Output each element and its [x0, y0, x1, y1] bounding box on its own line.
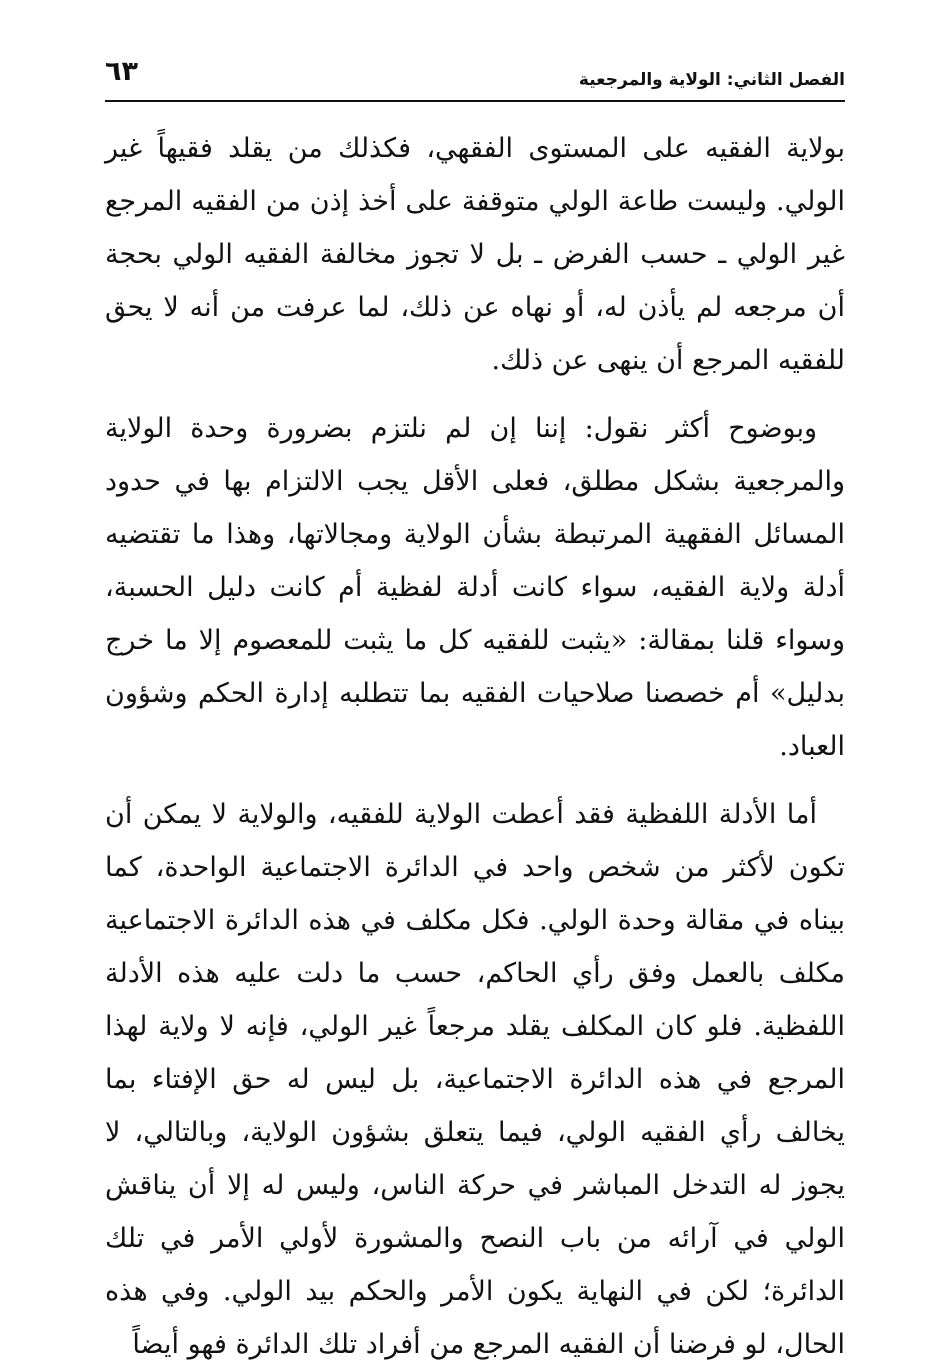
running-header [105, 52, 845, 102]
paragraph: أما الأدلة اللفظية فقد أعطت الولاية للفقيه، والولاية لا يمكن أن تكون لأكثر من شخص واحد في الدائرة الاجتماعية الواحدة، كما بيناه في مقالة وحدة الولي. فكل مكلف في هذه الدائرة الاجتماعية مكلف بالعمل وفق رأي الحاكم، حسب ما دلت عليه هذه الأدلة اللفظية. فلو كان المكلف يقلد مرجعاً غير الولي، فإنه لا ولاية لهذا المرجع في هذه الدائرة الاجتماعية، بل ليس له حق الإفتاء بما يخالف رأي الفقيه الولي، فيما يتعلق بشؤون الولاية، وبالتالي، لا يجوز له التدخل المباشر في حركة الناس، وليس له إلا أن يناقش الولي في آرائه من باب النصح والمشورة لأولي الأمر في تلك الدائرة؛ لكن في النهاية يكون الأمر والحكم بيد الولي. وفي هذه الحال، لو فرضنا أن الفقيه المرجع من أفراد تلك الدائرة فهو أيضاً [105, 799, 846, 1360]
header-divider [105, 100, 845, 102]
page-number: ٦٣ [105, 56, 138, 87]
paragraph-continued: بولاية الفقيه على المستوى الفقهي، فكذلك من يقلد فقيهاً غير الولي. وليست طاعة الولي متوقفة على أخذ إذن من الفقيه المرجع غير الولي ـ حسب الفرض ـ بل لا تجوز مخالفة الفقيه الولي بحجة أن مرجعه لم يأذن له، أو نهاه عن ذلك، لما عرفت من أنه لا يحق للفقيه المرجع أن ينهى عن ذلك. [105, 133, 845, 376]
paragraph: وبوضوح أكثر نقول: إننا إن لم نلتزم بضرورة وحدة الولاية والمرجعية بشكل مطلق، فعلى الأقل يجب الالتزام بها في حدود المسائل الفقهية المرتبطة بشأن الولاية ومجالاتها، وهذا ما تقتضيه أدلة ولاية الفقيه، سواء كانت أدلة لفظية أم كانت دليل الحسبة، وسواء قلنا بمقالة: «يثبت للفقيه كل ما يثبت للمعصوم إلا ما خرج بدليل» أم خصصنا صلاحيات الفقيه بما تتطلبه إدارة الحكم وشؤون العباد. [105, 413, 845, 762]
page-body [105, 122, 845, 1371]
chapter-title: الفصل الثاني: الولاية والمرجعية [578, 70, 845, 90]
